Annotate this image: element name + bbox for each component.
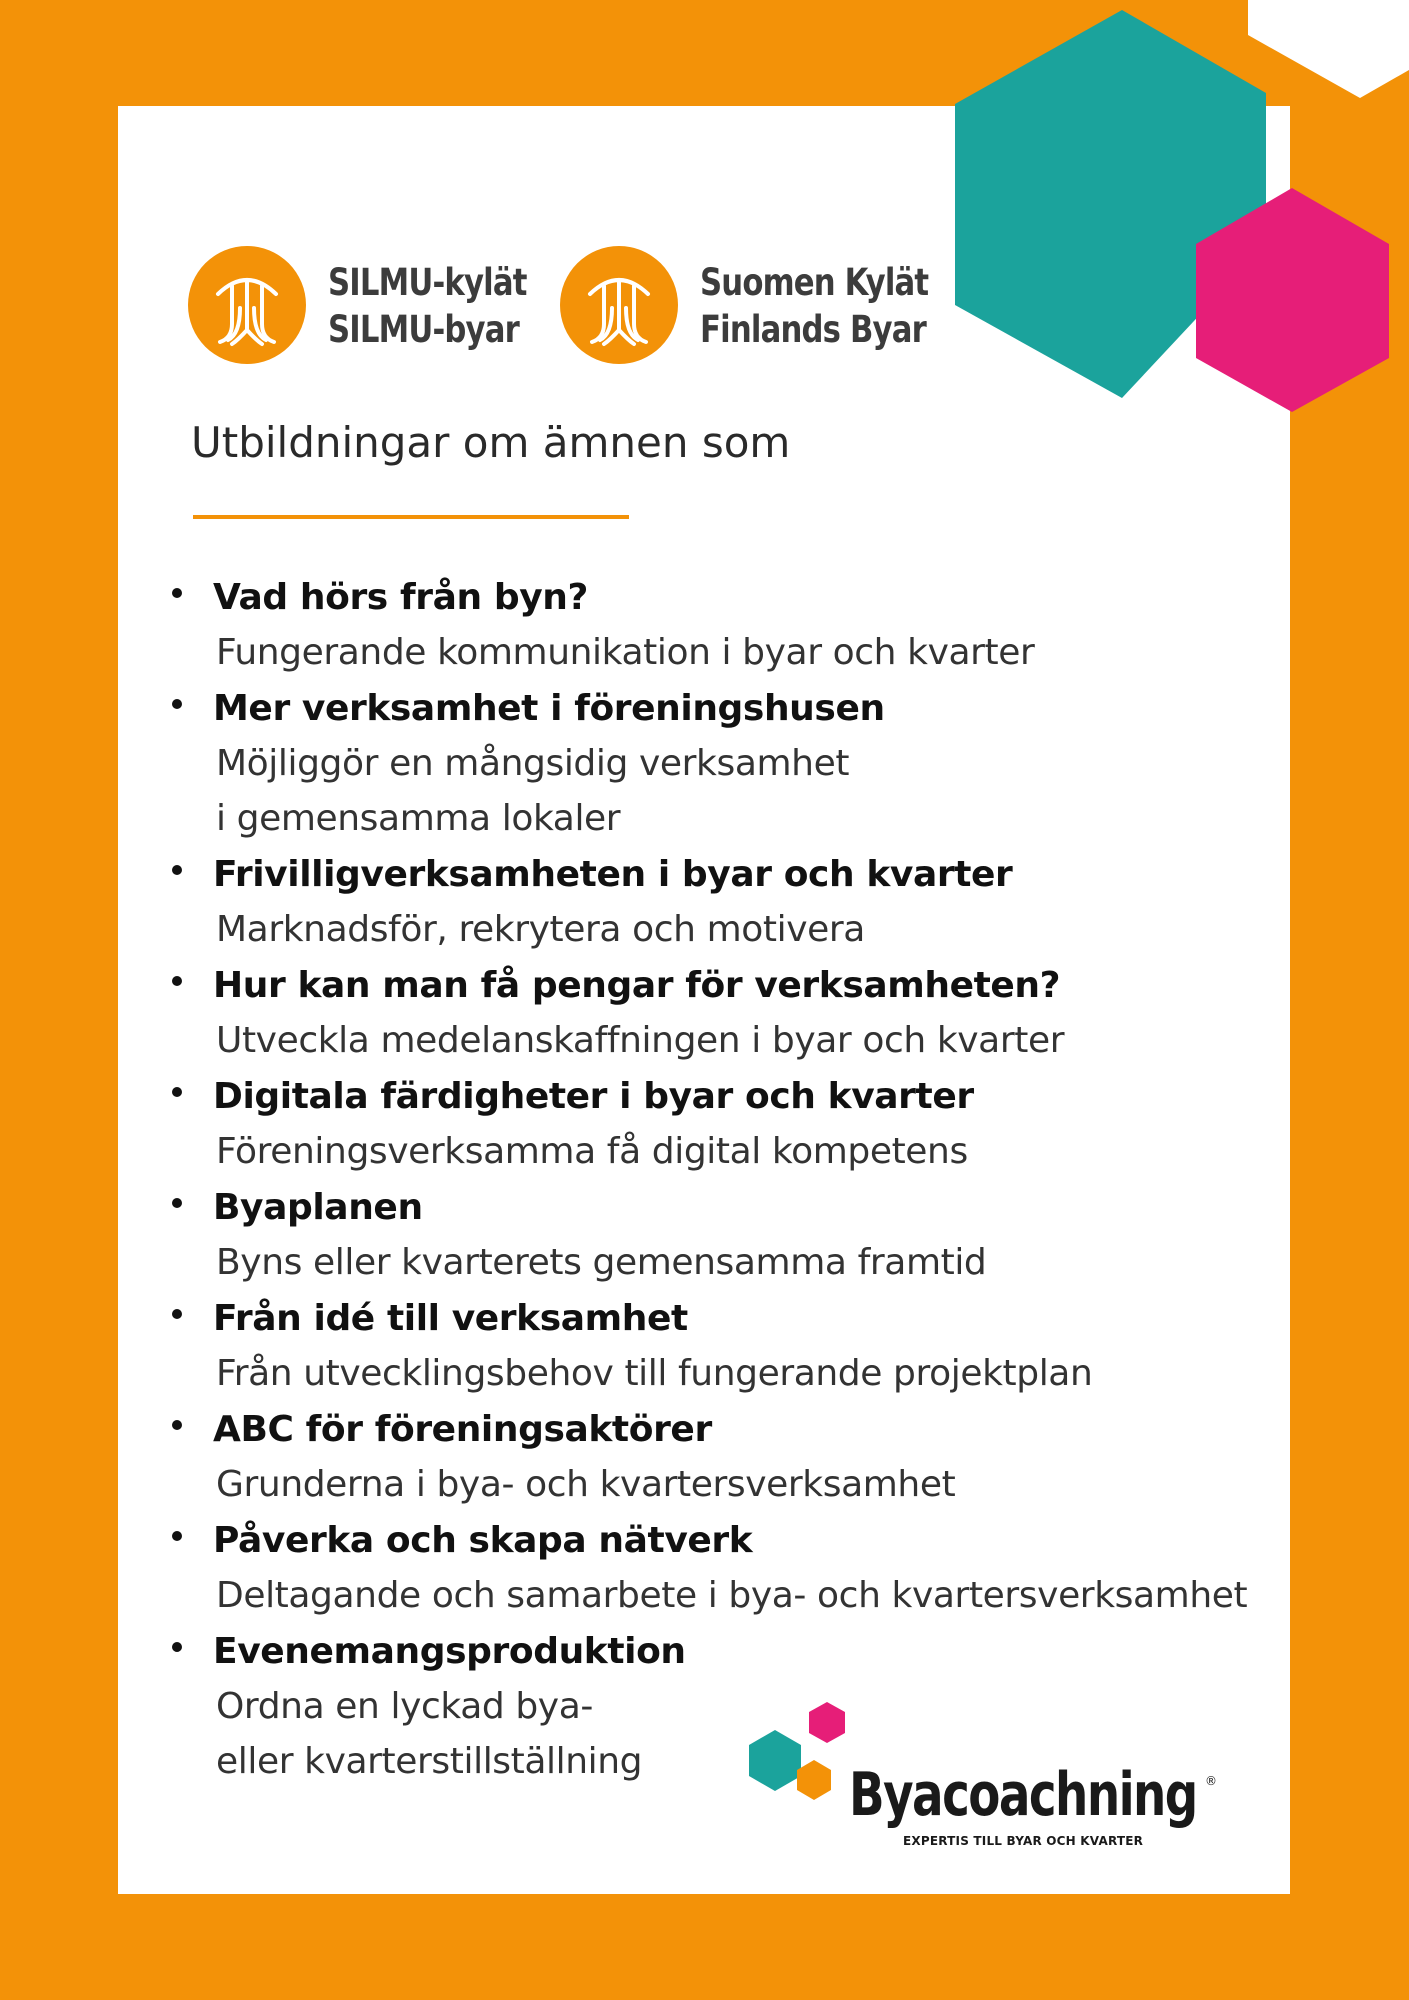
bullet-icon <box>172 976 182 986</box>
suomen-kylat-wordmark <box>700 259 928 353</box>
silmu-tree-icon <box>188 246 306 364</box>
suomen-kylat-line-1: Suomen Kylät <box>700 261 929 304</box>
topic-item <box>166 1513 1306 1623</box>
suomen-kylat-logo <box>560 246 940 371</box>
suomen-kylat-line-2: Finlands Byar <box>700 308 926 351</box>
brand-teal-hexagon <box>749 1730 801 1791</box>
bullet-icon <box>172 1198 182 1208</box>
bullet-icon <box>172 1420 182 1430</box>
topic-item <box>166 958 1306 1068</box>
topic-description: Fungerande kommunikation i byar och kvarter <box>216 632 1035 673</box>
silmu-line-1: SILMU-kylät <box>328 261 527 304</box>
topic-description: Utveckla medelanskaffningen i byar och kvarter <box>216 1020 1065 1061</box>
byacoachning-logo <box>745 1700 1225 1850</box>
bullet-icon <box>172 1642 182 1652</box>
topic-description: Grunderna i bya- och kvartersverksamhet <box>216 1464 956 1505</box>
topic-description: Ordna en lyckad bya- eller kvarterstillställning <box>216 1686 643 1782</box>
topic-title: Byaplanen <box>213 1187 423 1228</box>
topic-description: Byns eller kvarterets gemensamma framtid <box>216 1242 987 1283</box>
topic-title: Digitala färdigheter i byar och kvarter <box>213 1076 974 1117</box>
registered-mark: ® <box>1205 1774 1217 1788</box>
topic-item <box>166 1402 1306 1512</box>
topic-title: Frivilligverksamheten i byar och kvarter <box>213 854 1013 895</box>
topic-description: Möjliggör en mångsidig verksamhet i gemensamma lokaler <box>216 743 850 839</box>
brand-tagline: EXPERTIS TILL BYAR OCH KVARTER <box>903 1834 1144 1848</box>
topic-title: Mer verksamhet i föreningshusen <box>213 688 885 729</box>
topic-list <box>166 570 1306 1790</box>
topic-item <box>166 1180 1306 1290</box>
silmu-wordmark <box>328 259 527 353</box>
brand-orange-hexagon <box>797 1760 831 1800</box>
bullet-icon <box>172 865 182 875</box>
bullet-icon <box>172 1531 182 1541</box>
bullet-icon <box>172 1309 182 1319</box>
topic-item <box>166 570 1306 680</box>
silmu-line-2: SILMU-byar <box>328 308 519 351</box>
topic-title: Hur kan man få pengar för verksamheten? <box>213 965 1061 1006</box>
topic-item <box>166 847 1306 957</box>
brand-magenta-hexagon <box>809 1702 845 1743</box>
silmu-logo <box>188 246 527 371</box>
intro-underline <box>193 515 629 519</box>
topic-description: Deltagande och samarbete i bya- och kvartersverksamhet <box>216 1575 1248 1616</box>
intro-heading: Utbildningar om ämnen som <box>191 418 791 467</box>
bullet-icon <box>172 699 182 709</box>
topic-title: Vad hörs från byn? <box>213 577 588 618</box>
topic-item <box>166 681 1306 846</box>
topic-description: Föreningsverksamma få digital kompetens <box>216 1131 968 1172</box>
white-corner-hexagon <box>1248 0 1409 98</box>
topic-item <box>166 1291 1306 1401</box>
topic-title: Påverka och skapa nätverk <box>213 1520 753 1561</box>
suomen-kylat-tree-icon <box>560 246 678 364</box>
topic-title: ABC för föreningsaktörer <box>213 1409 712 1450</box>
topic-title: Evenemangsproduktion <box>213 1631 686 1672</box>
topic-description: Från utvecklingsbehov till fungerande projektplan <box>216 1353 1093 1394</box>
topic-title: Från idé till verksamhet <box>213 1298 688 1339</box>
bullet-icon <box>172 588 182 598</box>
bullet-icon <box>172 1087 182 1097</box>
topic-description: Marknadsför, rekrytera och motivera <box>216 909 865 950</box>
topic-item <box>166 1069 1306 1179</box>
brand-name: Byacoachning <box>849 1760 1197 1830</box>
